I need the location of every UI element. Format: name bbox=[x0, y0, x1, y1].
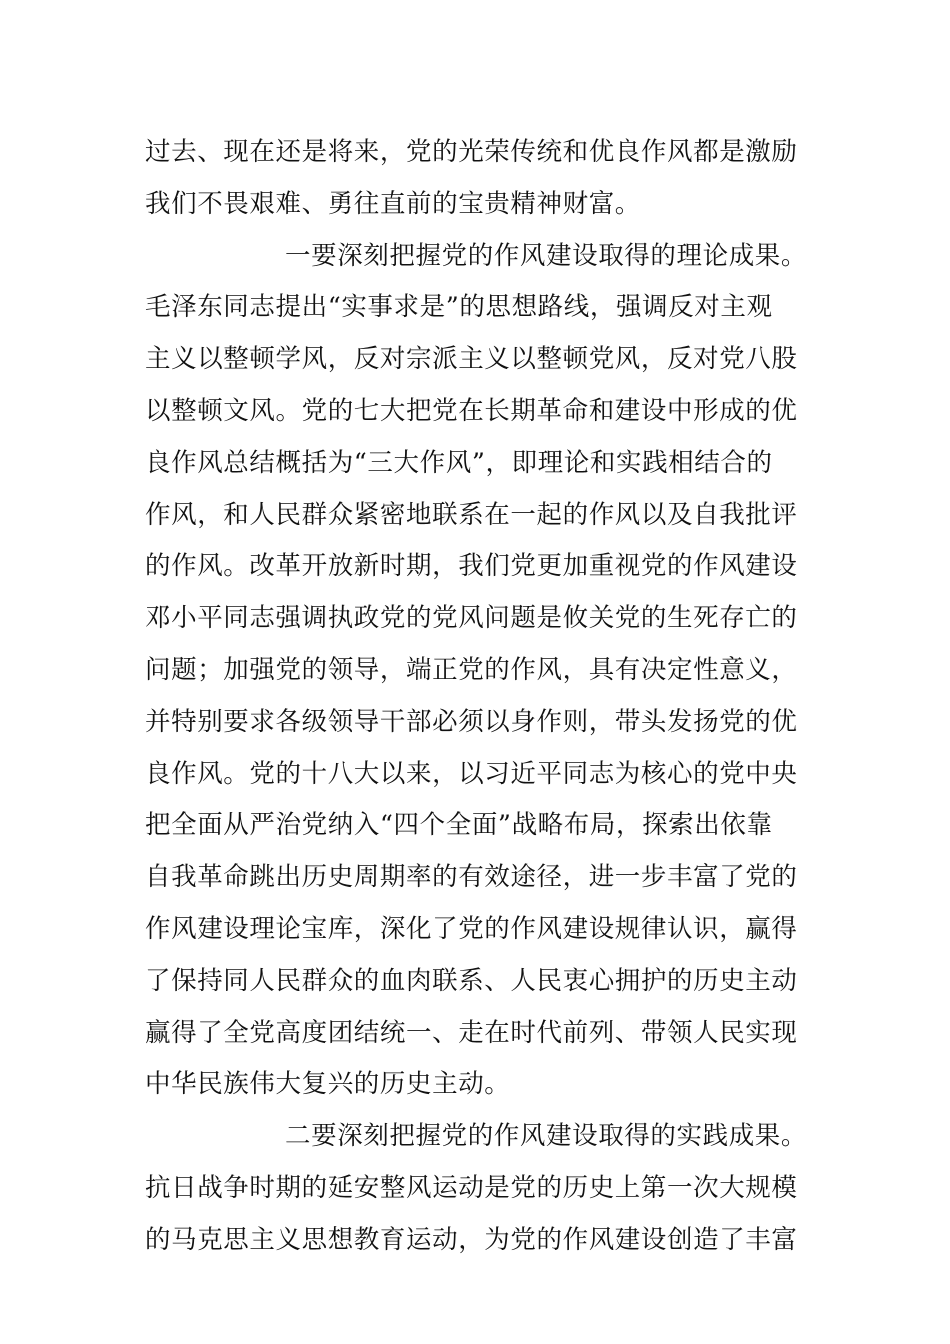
text-line: 作风，和人民群众紧密地联系在一起的作风以及自我批评 bbox=[145, 499, 798, 530]
text-line: 邓小平同志强调执政党的党风问题是攸关党的生死存亡的 bbox=[145, 603, 798, 634]
text-line: 把全面从严治党纳入“四个全面”战略布局，探索出依靠 bbox=[145, 810, 773, 841]
body-text bbox=[145, 127, 807, 1267]
section-heading-theory: 一要深刻把握党的作风建设取得的理论成果。 bbox=[285, 240, 807, 271]
text-line: 并特别要求各级领导干部必须以身作则，带头发扬党的优 bbox=[145, 706, 798, 737]
text-line: 毛泽东同志提出“实事求是”的思想路线，强调反对主观 bbox=[145, 292, 773, 323]
text-line: 的马克思主义思想教育运动，为党的作风建设创造了丰富 bbox=[145, 1224, 798, 1255]
text-line: 良作风。党的十八大以来，以习近平同志为核心的党中央 bbox=[145, 758, 798, 789]
text-line: 抗日战争时期的延安整风运动是党的历史上第一次大规模 bbox=[145, 1172, 798, 1203]
section-heading-practice: 二要深刻把握党的作风建设取得的实践成果。 bbox=[285, 1121, 807, 1152]
text-line: 我们不畏艰难、勇往直前的宝贵精神财富。 bbox=[145, 188, 641, 219]
text-line: 自我革命跳出历史周期率的有效途径，进一步丰富了党的 bbox=[145, 862, 798, 893]
text-line: 了保持同人民群众的血肉联系、人民衷心拥护的历史主动 bbox=[145, 965, 798, 996]
text-line: 以整顿文风。党的七大把党在长期革命和建设中形成的优 bbox=[145, 395, 798, 426]
text-line: 中华民族伟大复兴的历史主动。 bbox=[145, 1069, 511, 1100]
text-line: 过去、现在还是将来，党的光荣传统和优良作风都是激励 bbox=[145, 137, 798, 167]
text-line: 问题；加强党的领导，端正党的作风，具有决定性意义， bbox=[145, 654, 798, 685]
text-line: 良作风总结概括为“三大作风”，即理论和实践相结合的 bbox=[145, 447, 773, 478]
text-line: 的作风。改革开放新时期，我们党更加重视党的作风建设 bbox=[145, 551, 798, 582]
text-line: 主义以整顿学风，反对宗派主义以整顿党风，反对党八股 bbox=[145, 344, 798, 375]
text-line: 作风建设理论宝库，深化了党的作风建设规律认识，赢得 bbox=[145, 913, 798, 944]
text-line: 赢得了全党高度团结统一、走在时代前列、带领人民实现 bbox=[145, 1017, 798, 1048]
